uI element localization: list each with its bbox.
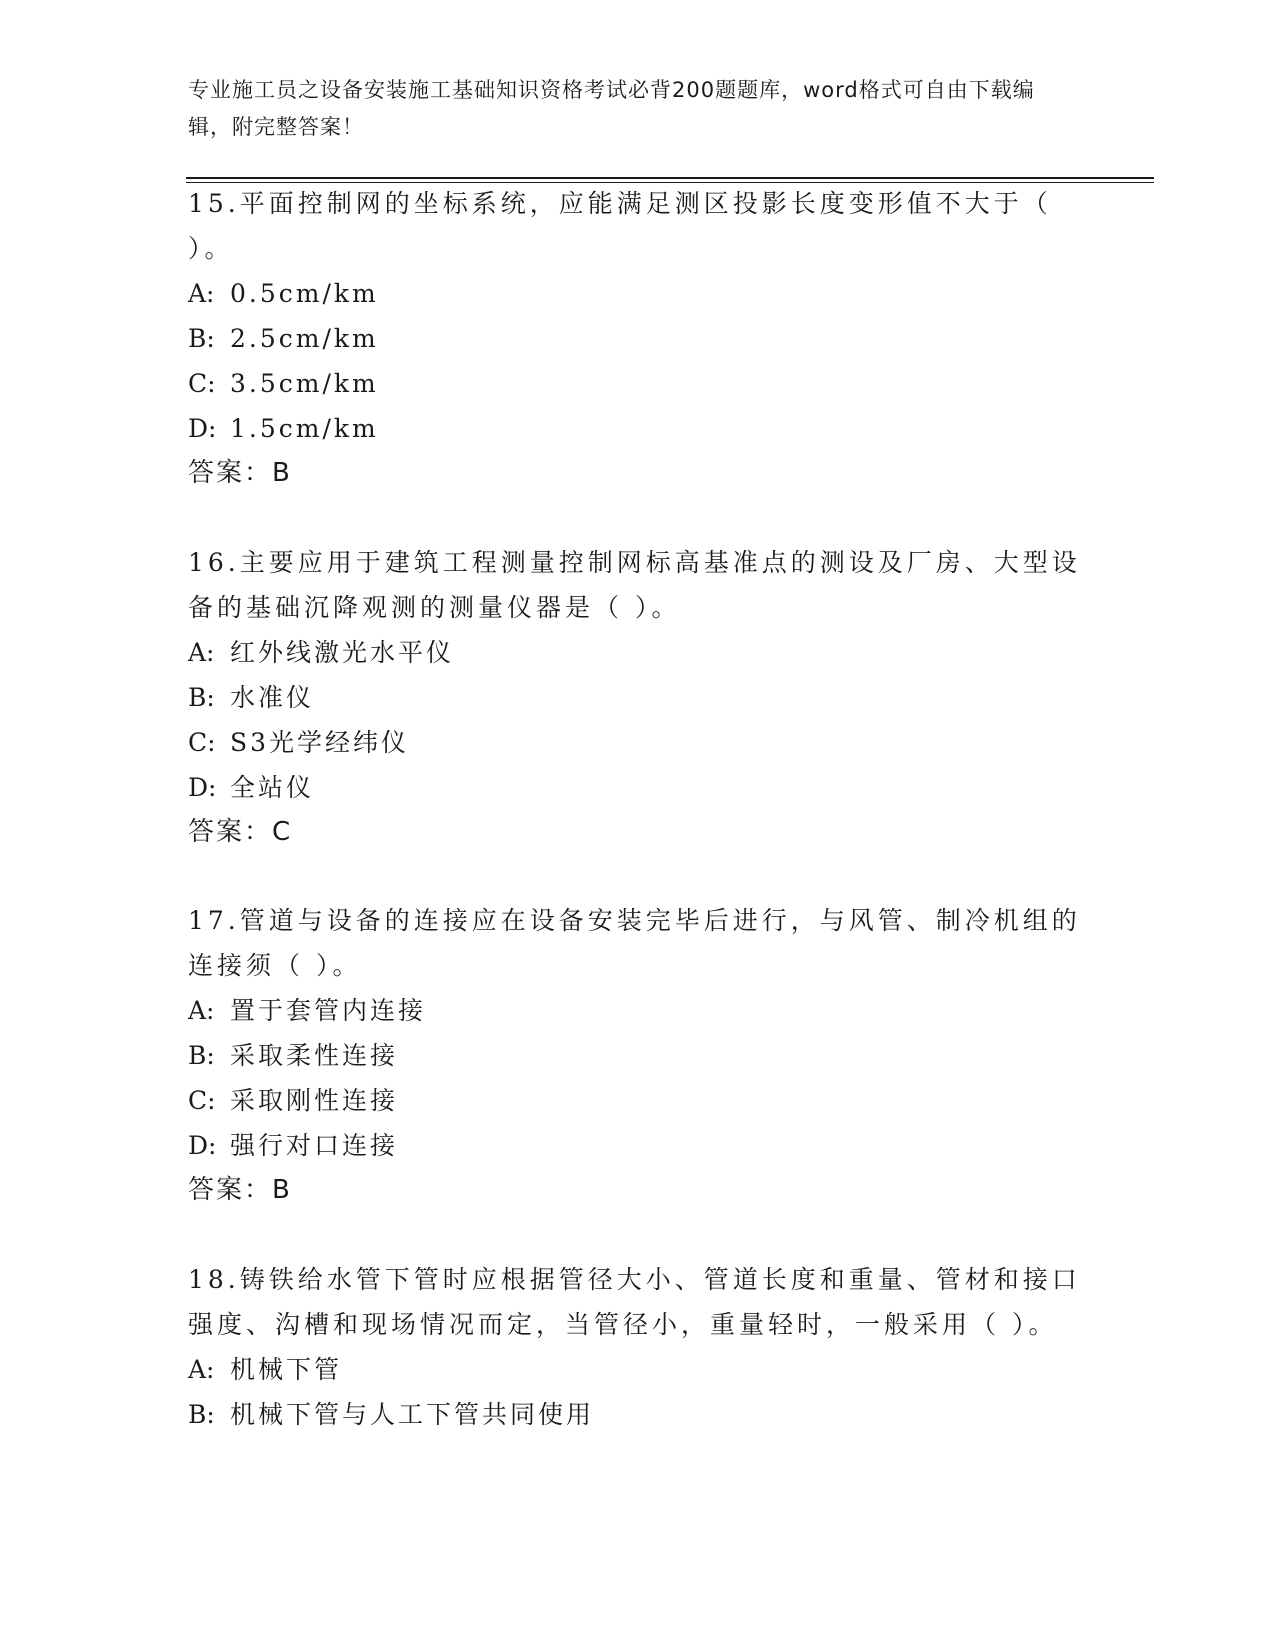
option-d	[188, 1123, 1088, 1168]
option-letter: A:	[188, 638, 215, 667]
option-text: 采取柔性连接	[230, 1041, 399, 1070]
option-a	[188, 630, 1088, 675]
question-16	[188, 540, 1088, 854]
option-c	[188, 720, 1088, 765]
question-15	[188, 181, 1088, 495]
answer-line: 答案：B	[188, 458, 292, 488]
option-letter: C:	[188, 1086, 216, 1115]
header-divider-thick	[186, 177, 1154, 179]
option-letter: C:	[188, 369, 216, 398]
option-b	[188, 1392, 1088, 1437]
document-header: 专业施工员之设备安装施工基础知识资格考试必背200题题库，word格式可自由下载编辑，附完整答案！	[188, 78, 1035, 139]
option-c	[188, 1078, 1088, 1123]
answer-line: 答案：B	[188, 1175, 292, 1205]
answer-line: 答案：C	[188, 817, 293, 847]
option-text: 水准仪	[230, 683, 315, 712]
question-text: 15.平面控制网的坐标系统，应能满足测区投影长度变形值不大于（ ）。	[188, 189, 1052, 263]
option-text: 0.5cm/km	[230, 279, 379, 308]
option-text: 机械下管与人工下管共同使用	[230, 1400, 595, 1429]
option-text: 红外线激光水平仪	[230, 638, 455, 667]
question-18	[188, 1257, 1088, 1437]
option-b	[188, 316, 1088, 361]
option-text: 采取刚性连接	[230, 1086, 399, 1115]
option-letter: B:	[188, 1041, 215, 1070]
option-letter: B:	[188, 324, 215, 353]
question-text: 17.管道与设备的连接应在设备安装完毕后进行，与风管、制冷机组的连接须（ ）。	[188, 906, 1081, 980]
option-a	[188, 988, 1088, 1033]
option-text: 全站仪	[230, 773, 315, 802]
option-letter: B:	[188, 683, 215, 712]
option-letter: C:	[188, 728, 216, 757]
option-d	[188, 765, 1088, 810]
option-letter: A:	[188, 1355, 215, 1384]
option-c	[188, 361, 1088, 406]
option-text: 2.5cm/km	[230, 324, 379, 353]
question-text: 18.铸铁给水管下管时应根据管径大小、管道长度和重量、管材和接口强度、沟槽和现场情况而定，当管径小，重量轻时，一般采用（ ）。	[188, 1265, 1081, 1339]
option-b	[188, 675, 1088, 720]
option-text: 置于套管内连接	[230, 996, 427, 1025]
option-letter: A:	[188, 279, 215, 308]
question-17	[188, 898, 1088, 1212]
option-d	[188, 406, 1088, 451]
option-letter: A:	[188, 996, 215, 1025]
option-text: 3.5cm/km	[230, 369, 379, 398]
option-letter: D:	[188, 773, 217, 802]
option-text: 1.5cm/km	[230, 414, 379, 443]
option-text: S3光学经纬仪	[230, 728, 410, 757]
option-letter: D:	[188, 1131, 217, 1160]
option-b	[188, 1033, 1088, 1078]
question-text: 16.主要应用于建筑工程测量控制网标高基准点的测设及厂房、大型设备的基础沉降观测的测量仪器是（ ）。	[188, 548, 1081, 622]
option-letter: D:	[188, 414, 217, 443]
option-text: 强行对口连接	[230, 1131, 399, 1160]
option-letter: B:	[188, 1400, 215, 1429]
option-a	[188, 271, 1088, 316]
option-text: 机械下管	[230, 1355, 343, 1384]
option-a	[188, 1347, 1088, 1392]
